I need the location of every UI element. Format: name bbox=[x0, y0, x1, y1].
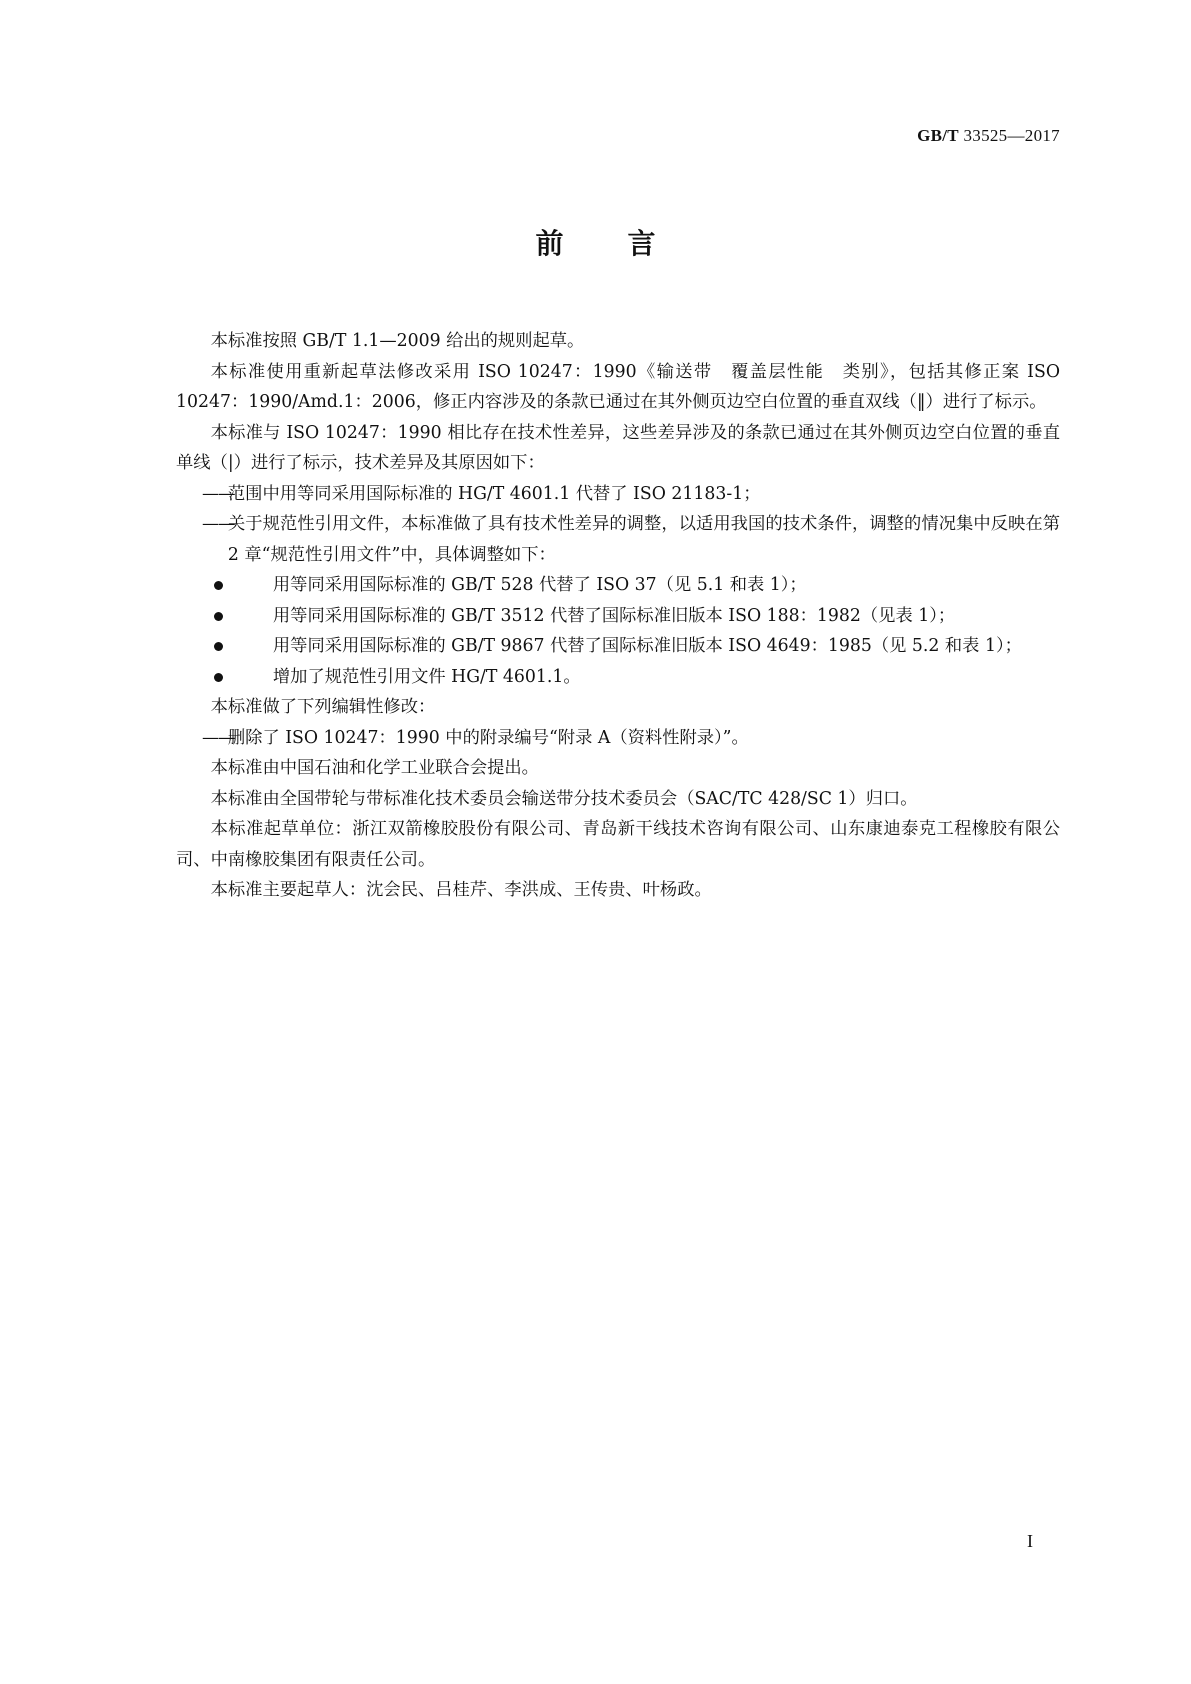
bullet-icon bbox=[214, 581, 223, 590]
page-number: I bbox=[1027, 1531, 1033, 1551]
title-char-1: 前 bbox=[535, 227, 564, 260]
bullet-icon bbox=[214, 612, 223, 621]
dash-item-normative-references bbox=[176, 509, 1060, 570]
bullet-item bbox=[176, 662, 1060, 693]
bullet-text: 用等同采用国际标准的 GB/T 9867 代替了国际标准旧版本 ISO 4649：1985（见 5.2 和表 1）； bbox=[272, 636, 1022, 656]
paragraph-technical-differences: 本标准与 ISO 10247：1990 相比存在技术性差异，这些差异涉及的条款已通过在其外侧页边空白位置的垂直单线（|）进行了标示，技术差异及其原因如下： bbox=[176, 422, 1060, 473]
dash-item-scope bbox=[176, 479, 1060, 510]
bullet-text: 增加了规范性引用文件 HG/T 4601.1。 bbox=[272, 666, 581, 687]
bullet-text: 用等同采用国际标准的 GB/T 528 代替了 ISO 37（见 5.1 和表 1）； bbox=[272, 575, 807, 595]
bullet-icon bbox=[214, 673, 223, 682]
bullet-text: 用等同采用国际标准的 GB/T 3512 代替了国际标准旧版本 ISO 188：1982（见表 1）； bbox=[272, 605, 956, 626]
bullet-item bbox=[176, 601, 1060, 632]
dash-item-text: 删除了 ISO 10247：1990 中的附录编号“附录 A（资料性附录）”。 bbox=[227, 727, 749, 748]
paragraph-proposed-by: 本标准由中国石油和化学工业联合会提出。 bbox=[210, 758, 539, 778]
standard-code: 33525—2017 bbox=[958, 126, 1060, 145]
dash-item-text: 范围中用等同采用国际标准的 HG/T 4601.1 代替了 ISO 21183-1； bbox=[227, 483, 761, 504]
bullet-icon bbox=[214, 642, 223, 651]
dash-mark: —— bbox=[201, 483, 235, 504]
dash-item-annex bbox=[176, 723, 1060, 754]
paragraph-under-jurisdiction: 本标准由全国带轮与带标准化技术委员会输送带分技术委员会（SAC/TC 428/SC 1）归口。 bbox=[210, 788, 918, 809]
foreword-body bbox=[176, 326, 1060, 906]
dash-mark: —— bbox=[201, 727, 235, 748]
standard-prefix: GB/T bbox=[917, 126, 959, 145]
paragraph-drafting-rules: 本标准按照 GB/T 1.1—2009 给出的规则起草。 bbox=[210, 331, 585, 351]
paragraph-drafting-units: 本标准起草单位：浙江双箭橡胶股份有限公司、青岛新干线技术咨询有限公司、山东康迪泰克工程橡胶有限公司、中南橡胶集团有限责任公司。 bbox=[176, 819, 1060, 870]
paragraph-drafters: 本标准主要起草人：沈会民、吕桂芹、李洪成、王传贵、叶杨政。 bbox=[210, 880, 712, 900]
title-char-2: 言 bbox=[627, 227, 656, 260]
dash-item-text: 关于规范性引用文件，本标准做了具有技术性差异的调整，以适用我国的技术条件，调整的情况集中反映在第 2 章“规范性引用文件”中，具体调整如下： bbox=[227, 514, 1060, 565]
paragraph-adoption: 本标准使用重新起草法修改采用 ISO 10247：1990《输送带 覆盖层性能 类别》，包括其修正案 ISO 10247：1990/Amd.1：2006，修正内容涉及的条款已通过在其外侧页边空白位置的垂直双线（‖）进行了标示。 bbox=[176, 361, 1060, 412]
bullet-item bbox=[176, 631, 1060, 662]
standard-number-header bbox=[917, 126, 1060, 146]
dash-mark: —— bbox=[201, 514, 235, 534]
paragraph-editorial-changes: 本标准做了下列编辑性修改： bbox=[210, 697, 436, 717]
page-title bbox=[0, 222, 1191, 262]
bullet-item bbox=[176, 570, 1060, 601]
